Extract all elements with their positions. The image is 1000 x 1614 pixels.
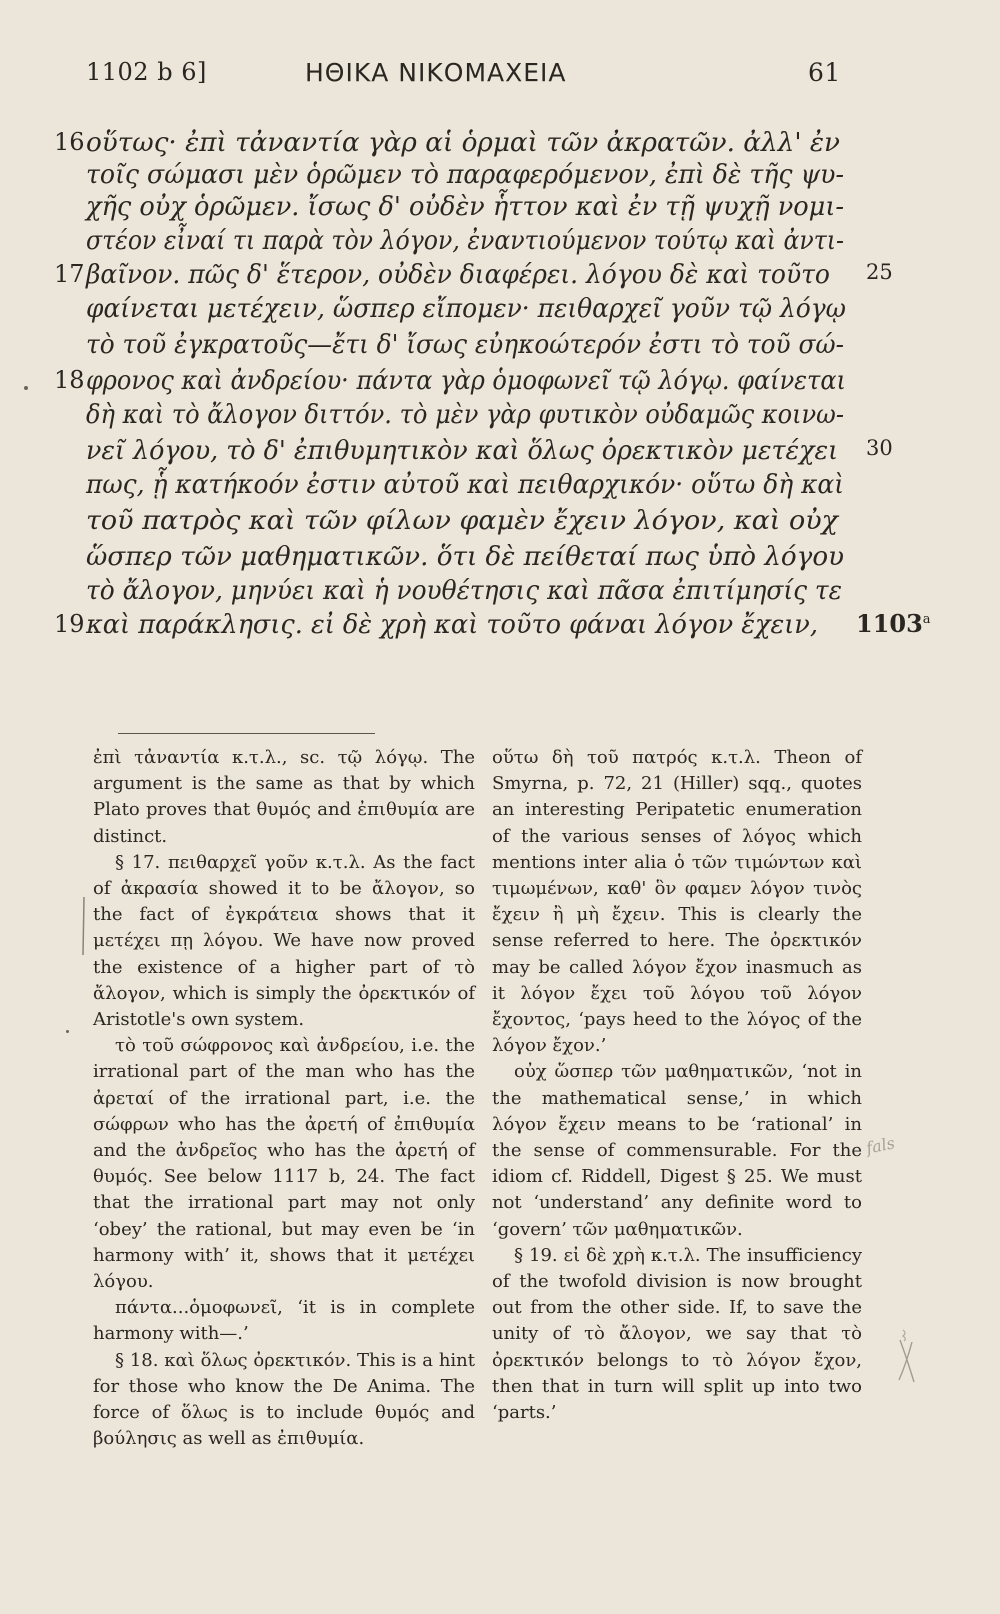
- commentary-note: § 17. πειθαρχεῖ γοῦν κ.τ.λ. As the fact of ἀκρασία showed it to be ἄλογον, so the fact of ἐγκράτεια shows that it μετέχει πῃ λόγου. We have now proved the existence of a higher part of τὸ ἄλογον, which is simply the ὀρεκτικόν of Aristotle's own system.: [93, 851, 475, 1031]
- commentary-note: πάντα...ὁμοφωνεῖ, ‘it is in complete harmony with—.’: [93, 1297, 475, 1345]
- greek-line-text: στέον εἶναί τι παρὰ τὸν λόγον, ἐναντιούμενον τούτῳ καὶ ἀντι-: [86, 225, 845, 256]
- pencil-margin-line: [80, 895, 88, 957]
- section-number: 19: [54, 610, 85, 638]
- commentary-column-right: [492, 745, 862, 1426]
- line-number: 25: [866, 260, 893, 284]
- section-number: 17: [54, 260, 85, 288]
- bekker-number: 1103: [856, 609, 923, 638]
- pencil-small-mark: [900, 1328, 910, 1342]
- greek-line-text: βαῖνον. πῶς δ' ἕτερον, οὐδὲν διαφέρει. λόγου δὲ καὶ τοῦτο: [86, 259, 830, 290]
- running-reference: 1102 b 6]: [86, 58, 207, 86]
- page-number: 61: [808, 58, 841, 87]
- greek-line-text: τοῦ πατρὸς καὶ τῶν φίλων φαμὲν ἔχειν λόγον, καὶ οὐχ: [86, 505, 838, 536]
- commentary-column-left: [93, 745, 475, 1452]
- greek-line-text: νεῖ λόγου, τὸ δ' ἐπιθυμητικὸν καὶ ὅλως ὀρεκτικὸν μετέχει: [86, 435, 839, 466]
- commentary-note: § 18. καὶ ὅλως ὀρεκτικόν. This is a hint for those who know the De Anima. The force of ὅλως is to include θυμός and βούλησις as well as ἐπιθυμία.: [93, 1349, 475, 1450]
- bekker-column: a: [922, 612, 931, 627]
- line-number: 30: [866, 436, 893, 460]
- greek-line-text: τὸ τοῦ ἐγκρατοῦς—ἔτι δ' ἴσως εὐηκοώτερόν ἐστι τὸ τοῦ σώ-: [86, 329, 844, 360]
- running-title: ΗΘΙΚΑ ΝΙΚΟΜΑΧΕΙΑ: [305, 58, 567, 87]
- greek-line-text: φρονος καὶ ἀνδρείου· πάντα γὰρ ὁμοφωνεῖ τῷ λόγῳ. φαίνεται: [86, 365, 846, 396]
- greek-line-text: ὥσπερ τῶν μαθηματικῶν. ὅτι δὲ πείθεταί πως ὑπὸ λόγου: [86, 541, 844, 572]
- bekker-reference: [856, 609, 931, 638]
- section-number: 18: [54, 366, 85, 394]
- greek-line-text: τὸ ἄλογον, μηνύει καὶ ἡ νουθέτησις καὶ πᾶσα ἐπιτίμησίς τε: [86, 575, 843, 606]
- commentary-note: ἐπὶ τἀναντία κ.τ.λ., sc. τῷ λόγῳ. The argument is the same as that by which Plato proves that θυμός and ἐπιθυμία are distinct.: [93, 747, 475, 847]
- pencil-marginal-note: fals: [864, 1133, 897, 1158]
- commentary-note: τὸ τοῦ σώφρονος καὶ ἀνδρείου, i.e. the irrational part of the man who has the ἀρεταί of the irrational part, i.e. the σώφρων who has the ἀρετή of ἐπιθυμία and the ἀνδρεῖος who has the ἀρετή of θυμός. See below 1117 b, 24. The fact that the irrational part may not only ‘obey’ the rational, but may even be ‘in harmony with’ it, shows that it μετέχει λόγου.: [93, 1035, 475, 1293]
- pencil-cross-mark: [896, 1336, 918, 1386]
- commentary-note: § 19. εἰ δὲ χρὴ κ.τ.λ. The insufficiency of the twofold division is now brought out from the other side. If, to save the unity of τὸ ἄλογον, we say that τὸ ὀρεκτικόν belongs to τὸ λόγον ἔχον, then that in turn will split up into two ‘parts.’: [492, 1244, 862, 1424]
- greek-line-text: πως, ᾗ κατήκοόν ἐστιν αὐτοῦ καὶ πειθαρχικόν· οὕτω δὴ καὶ: [86, 469, 845, 500]
- greek-line-text: δὴ καὶ τὸ ἄλογον διττόν. τὸ μὲν γὰρ φυτικὸν οὐδαμῶς κοινω-: [86, 399, 844, 430]
- greek-line-text: οὕτως· ἐπὶ τἀναντία γὰρ αἱ ὁρμαὶ τῶν ἀκρατῶν. ἀλλ' ἐν: [86, 127, 840, 158]
- stray-mark: [66, 1030, 69, 1033]
- stray-mark: [24, 386, 28, 390]
- commentary-note: οὕτω δὴ τοῦ πατρός κ.τ.λ. Theon of Smyrna, p. 72, 21 (Hiller) sqq., quotes an interesting Peripatetic enumeration of the various senses of λόγος which mentions inter alia ὁ τῶν τιμώντων καὶ τιμωμένων, καθ' ὃν φαμεν λόγον τινὸς ἔχειν ἢ μὴ ἔχειν. This is clearly the sense referred to here. The ὀρεκτικόν may be called λόγον ἔχον inasmuch as it λόγον ἔχει τοῦ λόγου τοῦ λόγον ἔχοντος, ‘pays heed to the λόγος of the λόγον ἔχον.’: [492, 747, 862, 1057]
- section-number: 16: [54, 128, 85, 156]
- greek-line-text: χῆς οὐχ ὁρῶμεν. ἴσως δ' οὐδὲν ἧττον καὶ ἐν τῇ ψυχῇ νομι-: [86, 191, 845, 222]
- greek-line-text: φαίνεται μετέχειν, ὥσπερ εἴπομεν· πειθαρχεῖ γοῦν τῷ λόγῳ: [86, 293, 847, 324]
- greek-line-text: καὶ παράκλησις. εἰ δὲ χρὴ καὶ τοῦτο φάναι λόγον ἔχειν,: [86, 609, 818, 640]
- footnote-rule: [118, 733, 375, 734]
- commentary-note: οὐχ ὥσπερ τῶν μαθηματικῶν, ‘not in the mathematical sense,’ in which λόγον ἔχειν means to be ‘rational’ in the sense of commensurable. For the idiom cf. Riddell, Digest § 25. We must not ‘understand’ any definite word to ‘govern’ τῶν μαθηματικῶν.: [492, 1061, 862, 1240]
- greek-line-text: τοῖς σώμασι μὲν ὁρῶμεν τὸ παραφερόμενον, ἐπὶ δὲ τῆς ψυ-: [86, 159, 844, 190]
